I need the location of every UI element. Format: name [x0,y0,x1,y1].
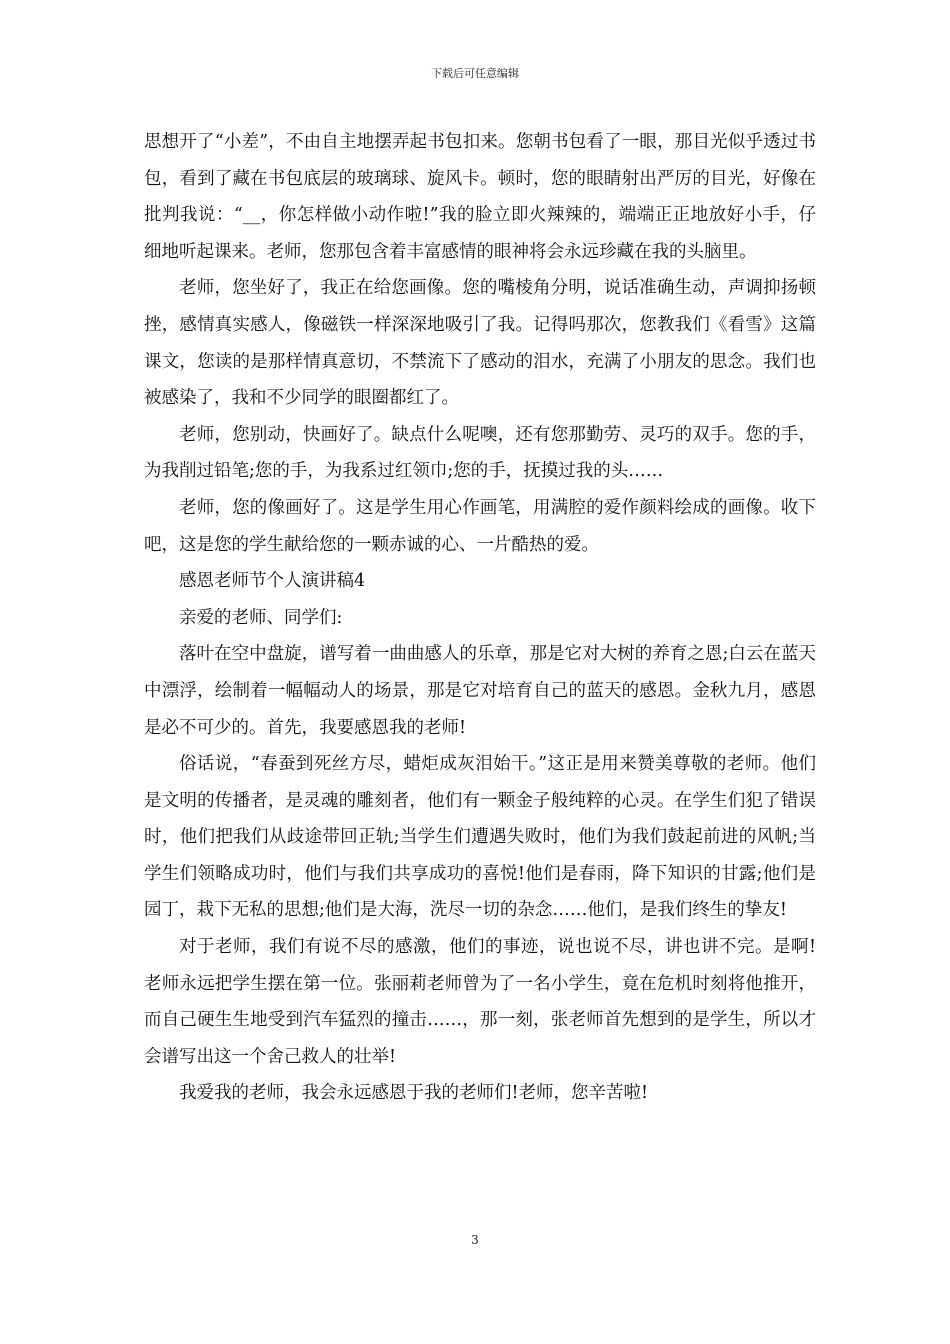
salutation: 亲爱的老师、同学们: [179,607,343,628]
paragraph-3: 老师，您别动，快画好了。缺点什么呢噢，还有您那勤劳、灵巧的双手。您的手，为我削过铅笔;您的手，为我系过红领巾;您的手，抚摸过我的头…… [144,424,816,482]
paragraph-4: 老师，您的像画好了。这是学生用心作画笔，用满腔的爱作颜料绘成的画像。收下吧，这是您的学生献给您的一颗赤诚的心、一片酷热的爱。 [144,497,816,555]
document-body [144,124,816,1112]
paragraph-9: 对于老师，我们有说不尽的感激，他们的事迹，说也说不尽，讲也讲不完。是啊!老师永远把学生摆在第一位。张丽莉老师曾为了一名小学生，竟在危机时刻将他推开，而自己硬生生地受到汽车猛烈的撞击……，那一刻，张老师首先想到的是学生，所以才会谱写出这一个舍己救人的壮举! [144,937,816,1067]
page-header: 下载后可任意编辑 [431,67,519,80]
page-number: 3 [471,1233,479,1247]
paragraph-7: 落叶在空中盘旋，谱写着一曲曲感人的乐章，那是它对大树的养育之恩;白云在蓝天中漂浮，绘制着一幅幅动人的场景，那是它对培育自己的蓝天的感恩。金秋九月，感恩是必不可少的。首先，我要感恩我的老师! [144,644,816,738]
paragraph-1: 思想开了“小差”，不由自主地摆弄起书包扣来。您朝书包看了一眼，那目光似乎透过书包，看到了藏在书包底层的玻璃球、旋风卡。顿时，您的眼睛射出严厉的目光，好像在批判我说：“__，你怎样做小动作啦!”我的脸立即火辣辣的，端端正正地放好小手，仔细地听起课来。老师，您那包含着丰富感情的眼神将会永远珍藏在我的头脑里。 [144,132,816,262]
section-title: 感恩老师节个人演讲稿4 [179,571,366,592]
paragraph-8: 俗话说，“春蚕到死丝方尽，蜡炬成灰泪始干。”这正是用来赞美尊敬的老师。他们是文明的传播者，是灵魂的雕刻者，他们有一颗金子般纯粹的心灵。在学生们犯了错误时，他们把我们从歧途带回正轨;当学生们遭遇失败时，他们为我们鼓起前进的风帆;当学生们领略成功时，他们与我们共享成功的喜悦!他们是春雨，降下知识的甘露;他们是园丁，栽下无私的思想;他们是大海，洗尽一切的杂念……他们，是我们终生的挚友! [144,754,816,921]
paragraph-2: 老师，您坐好了，我正在给您画像。您的嘴棱角分明，说话准确生动，声调抑扬顿挫，感情真实感人，像磁铁一样深深地吸引了我。记得吗那次，您教我们《看雪》这篇课文，您读的是那样情真意切，不禁流下了感动的泪水，充满了小朋友的思念。我们也被感染了，我和不少同学的眼圈都红了。 [144,278,816,409]
paragraph-10: 我爱我的老师，我会永远感恩于我的老师们!老师，您辛苦啦! [179,1083,649,1104]
